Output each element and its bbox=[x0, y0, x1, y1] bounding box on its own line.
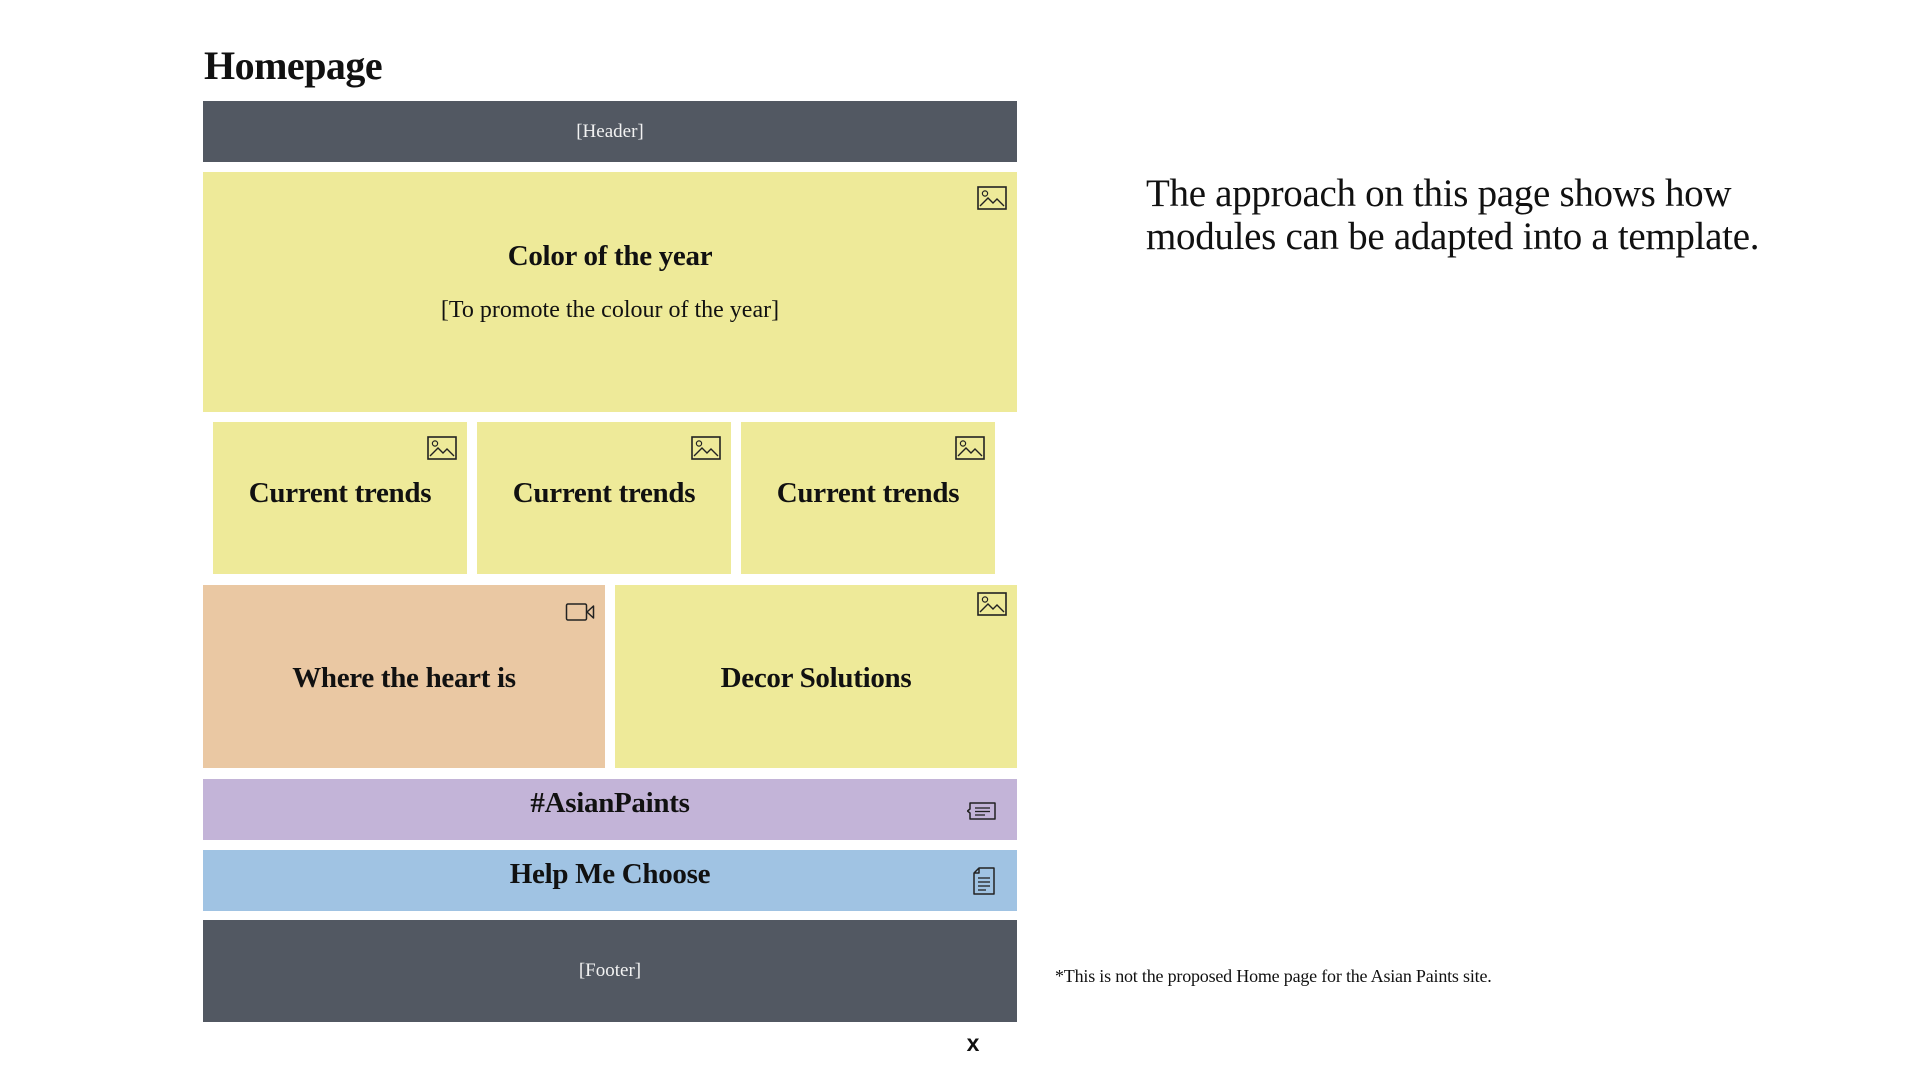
heart-module[interactable] bbox=[203, 585, 605, 768]
decor-module[interactable] bbox=[615, 585, 1017, 768]
image-icon bbox=[691, 436, 721, 460]
footer-label: [Footer] bbox=[578, 960, 642, 981]
approach-note: The approach on this page shows how modules can be adapted into a template. bbox=[1146, 172, 1760, 258]
disclaimer-text: *This is not the proposed Home page for the Asian Paints site. bbox=[1055, 966, 1492, 986]
image-icon bbox=[955, 436, 985, 460]
video-icon bbox=[565, 600, 595, 624]
document-icon bbox=[971, 866, 997, 896]
help-module[interactable] bbox=[203, 850, 1017, 911]
footer-block bbox=[203, 920, 1017, 1022]
trend-card-label: Current trends bbox=[512, 477, 696, 509]
social-label: #AsianPaints bbox=[530, 787, 690, 819]
image-icon bbox=[977, 592, 1007, 616]
header-label: [Header] bbox=[576, 120, 644, 142]
trend-card-1[interactable] bbox=[213, 422, 467, 574]
message-icon bbox=[967, 799, 997, 823]
heart-label: Where the heart is bbox=[292, 662, 516, 694]
image-icon bbox=[977, 186, 1007, 210]
social-module[interactable] bbox=[203, 779, 1017, 840]
trend-card-label: Current trends bbox=[248, 477, 432, 509]
image-icon bbox=[427, 436, 457, 460]
decor-label: Decor Solutions bbox=[720, 662, 912, 694]
close-button[interactable]: x bbox=[966, 1029, 980, 1056]
page-title: Homepage bbox=[204, 43, 383, 88]
header-block bbox=[203, 101, 1017, 162]
trend-card-2[interactable] bbox=[477, 422, 731, 574]
hero-module[interactable] bbox=[203, 172, 1017, 412]
hero-subtitle: [To promote the colour of the year] bbox=[440, 297, 780, 323]
trend-card-3[interactable] bbox=[741, 422, 995, 574]
trend-card-label: Current trends bbox=[776, 477, 960, 509]
help-label: Help Me Choose bbox=[509, 858, 711, 890]
hero-title: Color of the year bbox=[507, 240, 713, 272]
